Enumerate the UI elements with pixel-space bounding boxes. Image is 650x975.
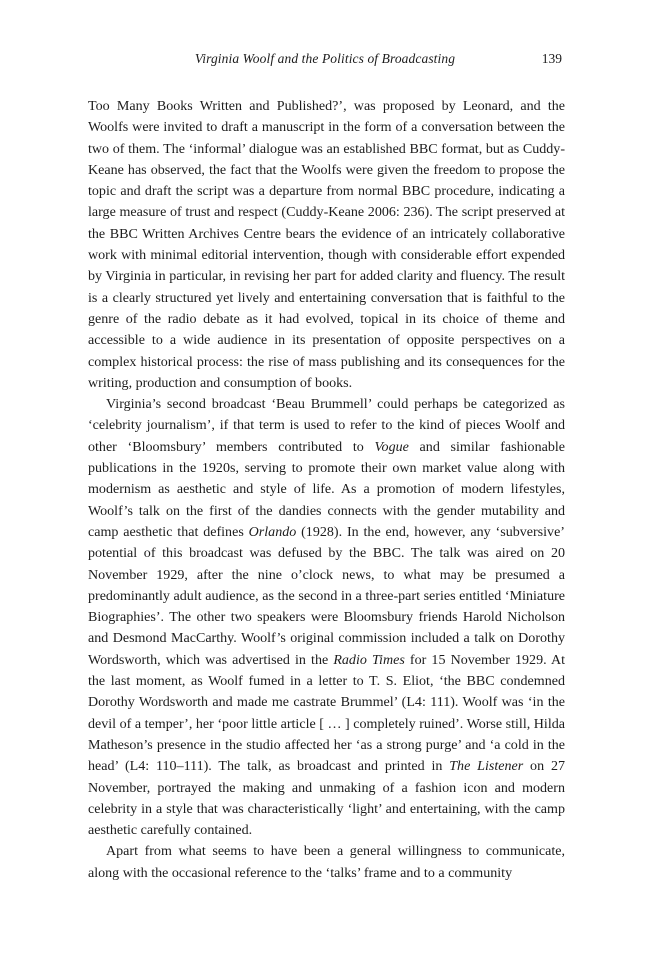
running-title: Virginia Woolf and the Politics of Broadcasting [194,51,456,66]
page-number: 139 [541,51,562,66]
italic-title: The Listener [449,758,524,775]
text-run: Apart from what seems to have been a general willingness to communicate, along with the occasional reference to the ‘talks’ frame and to a community [88,843,565,881]
text-run: (1928). In the end, however, any ‘subversive’ potential of this broadcast was defused by the BBC. The talk was aired on 20 November 1929, after the nine o’clock news, to what may be presumed a predominantly adult audience, as the second in a three-part series entitled ‘Miniature Biographies’. The other two speakers were Bloomsbury friends Harold Nicholson and Desmond MacCarthy. Woolf’s original commission included a talk on Dorothy Wordsworth, which was advertised in the [88,523,565,668]
paragraph-1 [88,96,565,394]
italic-title: Orlando [248,523,297,540]
italic-title: Vogue [374,438,409,455]
italic-title: Radio Times [333,651,405,668]
paragraph-2 [88,394,565,841]
text-run: for 15 November 1929. At the last moment, as Woolf fumed in a letter to T. S. Eliot, ‘the BBC condemned Dorothy Wordsworth and made me castrate Brummel’ (L4: 111). Woolf was ‘in the devil of a temper’, her ‘poor little article [ … ] completely ruined’. Worse still, Hilda Matheson’s presence in the studio affected her ‘as a strong purge’ and ‘a cold in the head’ (L4: 110–111). The talk, as broadcast and printed in [88,651,565,775]
text-run: on 27 November, portrayed the making and unmaking of a fashion icon and modern celebrity in a style that was characteristically ‘light’ and entertaining, with the camp aesthetic carefully contained. [88,758,565,839]
body-text [88,96,565,884]
text-run: and similar fashionable publications in the 1920s, serving to promote their own market value along with modernism as aesthetic and style of life. As a promotion of modern lifestyles, Woolf’s talk on the first of the dandies connects with the gender mutability and camp aesthetic that defines [88,438,565,540]
paragraph-3 [88,841,565,884]
text-run: Virginia’s second broadcast ‘Beau Brummell’ could perhaps be categorized as ‘celebrity journalism’, if that term is used to refer to the kind of pieces Woolf and other ‘Bloomsbury’ members contributed to [88,396,565,455]
text-run: Too Many Books Written and Published?’, was proposed by Leonard, and the Woolfs were invited to draft a manuscript in the form of a conversation between the two of them. The ‘informal’ dialogue was an established BBC format, but as Cuddy-Keane has observed, the fact that the Woolfs were given the freedom to propose the topic and draft the script was a departure from normal BBC procedure, indicating a large measure of trust and respect (Cuddy-Keane 2006: 236). The script preserved at the BBC Written Archives Centre bears the evidence of an intricately collaborative work with minimal editorial intervention, though with considerable effort expended by Virginia in particular, in revising her part for added clarity and fluency. The result is a clearly structured yet lively and entertaining conversation that is faithful to the genre of the radio debate as it had evolved, topical in its choice of theme and accessible to a wide audience in its presentation of opposite perspectives on a complex historical process: the rise of mass publishing and its consequences for the writing, production and consumption of books. [88,98,565,391]
running-header [88,51,562,71]
